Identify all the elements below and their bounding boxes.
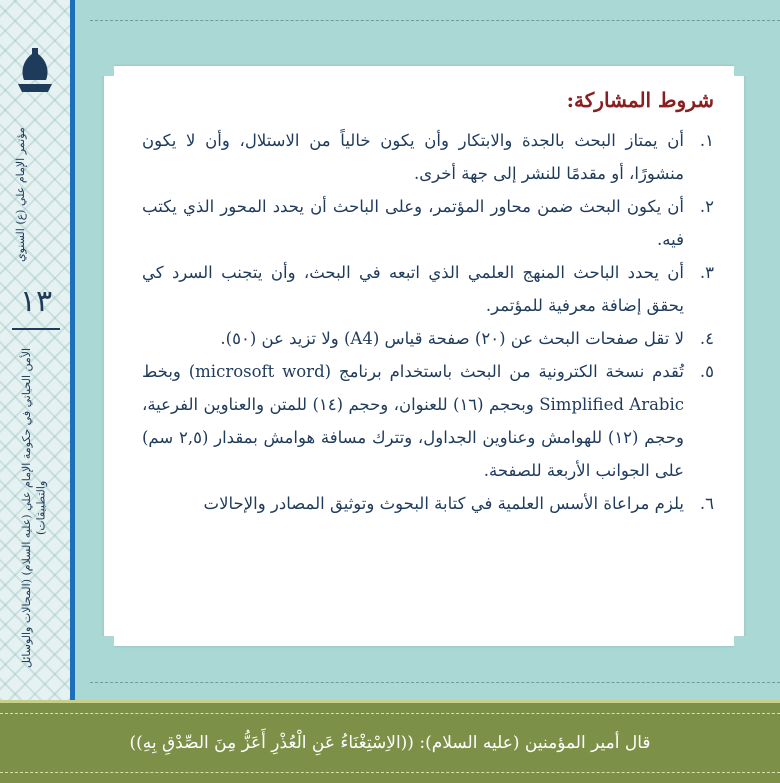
quote-banner	[0, 700, 780, 783]
item-text: يلزم مراعاة الأسس العلمية في كتابة البحوث وتوثيق المصادر والإحالات	[203, 494, 684, 513]
condition-item	[142, 487, 714, 520]
item-number: ٦.	[699, 494, 714, 513]
item-number: ٤.	[699, 329, 714, 348]
item-number: ٥.	[699, 362, 714, 381]
condition-item	[142, 355, 714, 487]
content-card	[104, 66, 744, 646]
conditions-content	[142, 80, 714, 520]
side-accent-bar	[70, 0, 75, 700]
item-number: ٣.	[699, 263, 714, 282]
top-dashed-divider	[90, 20, 780, 21]
publisher-logo	[10, 48, 60, 108]
condition-item	[142, 190, 714, 256]
card-corner	[734, 62, 748, 76]
section-heading: شروط المشاركة:	[566, 88, 714, 112]
bottom-dashed-divider	[90, 682, 780, 683]
page-number: ١٣	[19, 284, 53, 319]
item-text: أن يحدد الباحث المنهج العلمي الذي اتبعه في البحث، وأن يتجنب السرد كي يحقق إضافة معرفية للمؤتمر.	[142, 263, 684, 315]
card-corner	[100, 62, 114, 76]
series-title: مؤتمر الإمام علي (ع) السنوي	[14, 127, 27, 263]
card-corner	[100, 636, 114, 650]
item-number: ١.	[699, 131, 714, 150]
item-text: أن يمتاز البحث بالجدة والابتكار وأن يكون خالياً من الاستلال، وأن لا يكون منشورًا، أو مقدمًا للنشر إلى جهة أخرى.	[142, 131, 684, 183]
condition-item	[142, 124, 714, 190]
item-text: تُقدم نسخة الكترونية من البحث باستخدام برنامج (microsoft word) وبخط Simplified Arabic وبحجم (١٦) للعنوان، وحجم (١٤) للمتن والعناوين الفرعية، وحجم (١٢) للهوامش وعناوين الجداول، وتترك مسافة هوامش بمقدار (٢,٥ سم) على الجوانب الأربعة للصفحة.	[142, 362, 685, 480]
card-corner	[734, 636, 748, 650]
condition-item	[142, 256, 714, 322]
item-text: لا تقل صفحات البحث عن (٢٠) صفحة قياس (A4) ولا تزيد عن (٥٠).	[220, 329, 684, 348]
page-number-rule	[12, 328, 60, 330]
condition-item	[142, 322, 714, 355]
item-number: ٢.	[699, 197, 714, 216]
quote-text: قال أمير المؤمنين (عليه السلام): ((الاِسْتِغْنَاءُ عَنِ الْعُذْرِ أَعَزُّ مِنَ الصِّدْقِ بِهِ))	[0, 713, 780, 773]
conference-subtitle: الأمن الحياتي في حكومة الإمام علي (عليه السلام) (المجالات والوسائل والتطبيقات)	[20, 347, 48, 669]
item-text: أن يكون البحث ضمن محاور المؤتمر، وعلى الباحث أن يحدد المحور الذي يكتب فيه.	[142, 197, 684, 249]
